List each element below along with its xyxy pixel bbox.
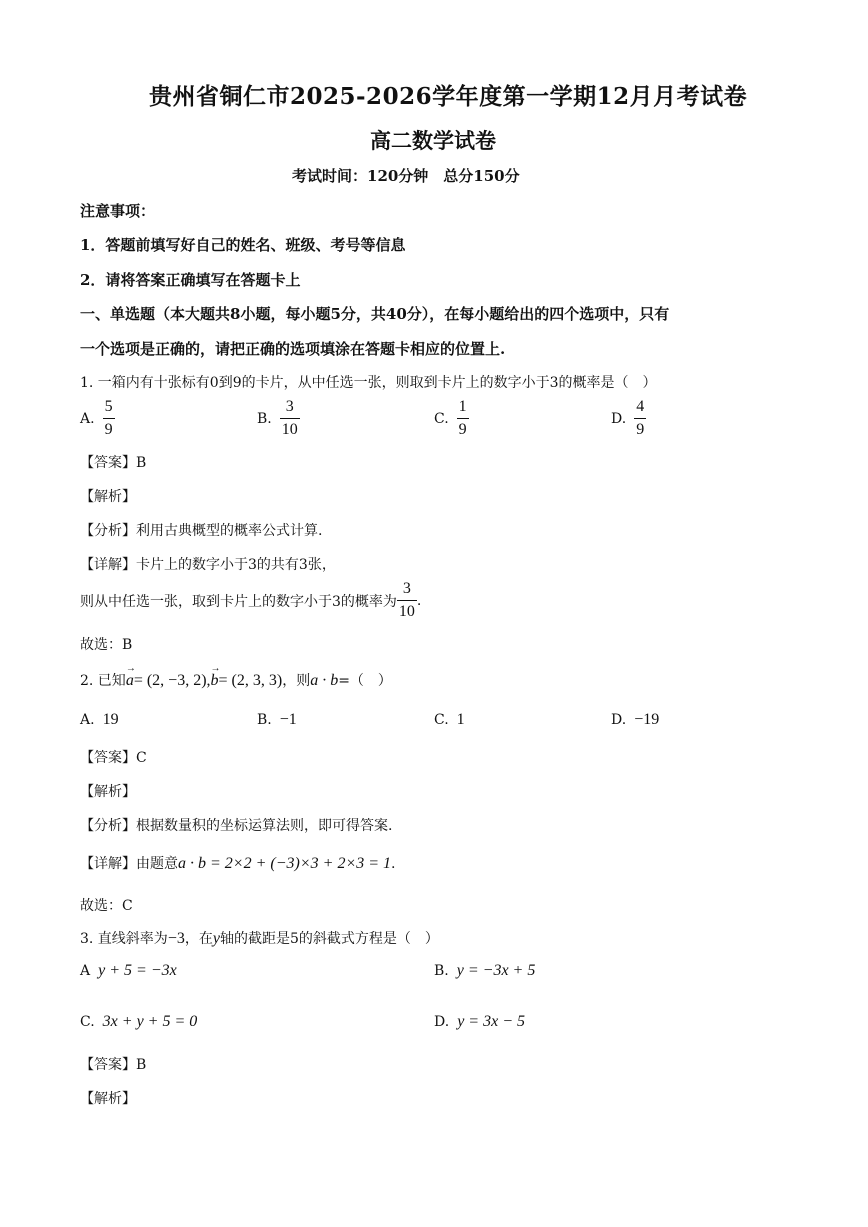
fraction: $\frac{1}{9}$ [458, 398, 467, 438]
q3-analysis: 【解析】 [80, 1091, 136, 1107]
detail-expression: a · b = 2×2 + (−3)×3 + 2×3 = 1 [178, 855, 392, 872]
option-label: D. [611, 410, 627, 427]
q1-analysis: 【解析】 [80, 489, 136, 505]
option-label: A. [80, 410, 95, 427]
notice-item-1: 1．答题前填写好自己的姓名、班级、考号等信息 [80, 236, 406, 254]
q3-stem: 3. 直线斜率为 −3 ，在 y 轴的截距是5的斜截式方程是（ ） [80, 930, 439, 947]
q1-option-c [434, 398, 469, 439]
q2-choose: 故选：C [80, 898, 133, 914]
q3-answer: 【答案】B [80, 1057, 147, 1073]
q2-option-c: C. 1 [434, 711, 465, 728]
q3-option-d: D. y = 3x − 5 [434, 1013, 525, 1030]
q2-option-a: A. 19 [80, 711, 119, 728]
vector-b: → b [211, 672, 219, 690]
q2-detail: 【详解】由题意 a · b = 2×2 + (−3)×3 + 2×3 = 1 . [80, 855, 396, 872]
option-label: C. [434, 410, 449, 427]
q2-option-d: D. −19 [611, 711, 660, 728]
q1-fenxi: 【分析】利用古典概型的概率公式计算. [80, 523, 323, 539]
q1-option-b [257, 398, 300, 439]
notice-heading: 注意事项： [80, 202, 156, 220]
vector-a: → a [126, 672, 134, 690]
q1-option-d [611, 398, 646, 439]
section-heading-line1: 一、单选题（本大题共8小题，每小题5分，共40分），在每小题给出的四个选项中，只有 [80, 305, 670, 323]
q2-option-b: B. −1 [257, 711, 297, 728]
option-label: B. [257, 410, 272, 427]
notice-item-2: 2．请将答案正确填写在答题卡上 [80, 271, 301, 289]
q2-fenxi: 【分析】根据数量积的坐标运算法则，即可得答案. [80, 818, 393, 834]
q3-option-a: A y + 5 = −3x [80, 962, 177, 979]
q1-detail-2: 则从中任选一张，取到卡片上的数字小于3的概率为 $\frac{3}{10}$ . [80, 580, 422, 620]
q3-option-c: C. 3x + y + 5 = 0 [80, 1013, 198, 1030]
exam-subtitle: 高二数学试卷 [370, 128, 496, 153]
exam-info: 考试时间：120分钟 总分150分 [292, 167, 520, 185]
dot-product: a · b [310, 672, 339, 689]
exam-title: 贵州省铜仁市2025-2026学年度第一学期12月月考试卷 [149, 83, 748, 110]
q2-answer: 【答案】C [80, 750, 147, 766]
q2-analysis: 【解析】 [80, 784, 136, 800]
fraction: $\frac{3}{10}$ [398, 580, 415, 620]
q1-option-a [80, 398, 115, 439]
q3-option-b: B. y = −3x + 5 [434, 962, 536, 979]
fraction: $\frac{4}{9}$ [636, 398, 645, 438]
q1-answer: 【答案】B [80, 455, 147, 471]
q1-choose: 故选：B [80, 637, 133, 653]
fraction: $\frac{3}{10}$ [281, 398, 298, 438]
q1-detail-1: 【详解】卡片上的数字小于3的共有3张， [80, 557, 336, 573]
q2-stem: 2. 已知 → a = (2, −3, 2), → b = (2, 3, 3) ，则 a · b =（ ） [80, 670, 392, 690]
section-heading-line2: 一个选项是正确的，请把正确的选项填涂在答题卡相应的位置上. [80, 340, 506, 358]
fraction: $\frac{5}{9}$ [104, 398, 113, 438]
q1-stem: 1. 一箱内有十张标有0到9的卡片，从中任选一张，则取到卡片上的数字小于3的概率是（ ） [80, 375, 657, 391]
